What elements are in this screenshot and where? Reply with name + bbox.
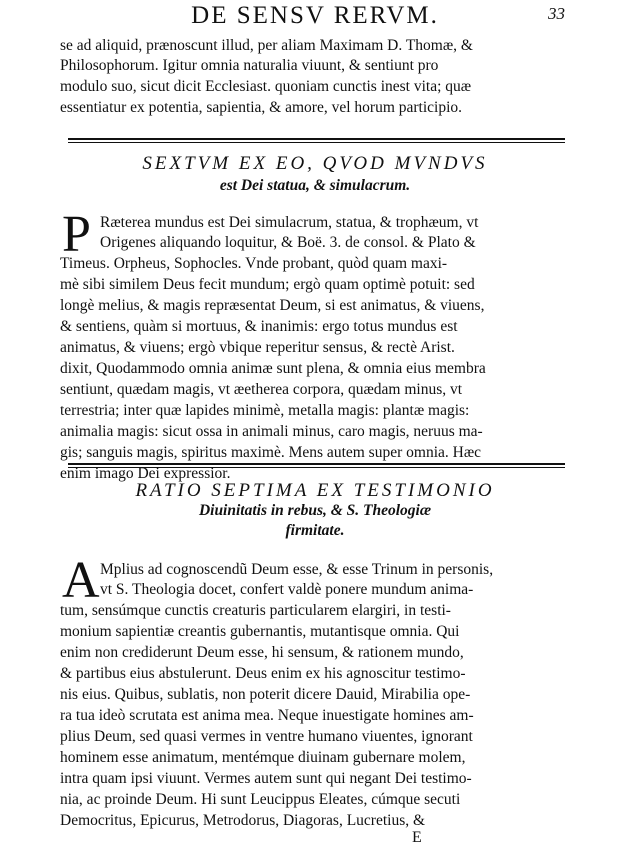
section-heading: RATIO SEPTIMA EX TESTIMONIO: [135, 480, 495, 501]
body-line: & partibus eius abstulerunt. Deus enim ex his agnoscitur testimo-: [60, 665, 466, 682]
catchword: E: [412, 829, 422, 846]
body-line: Democritus, Epicurus, Metrodorus, Diagoras, Lucretius, &: [60, 812, 426, 829]
section-subheading: Diuinitatis in rebus, & S. Theologiæ: [198, 502, 432, 519]
drop-capital: A: [62, 552, 100, 609]
body-line: Mplius ad cognoscendũ Deum esse, & esse Trinum in personis,: [100, 561, 494, 578]
body-line: vt S. Theologia docet, confert valdè ponere mundum anima-: [100, 581, 474, 598]
body-line: gis; sanguis magis, spiritus maximè. Mens autem super omnia. Hæc: [60, 444, 482, 461]
running-head: DE SENSV RERVM.: [191, 2, 439, 29]
body-line: & sentiens, quàm si mortuus, & inanimis: ergo totus mundus est: [60, 318, 458, 335]
body-line: Ræterea mundus est Dei simulacrum, statua, & trophæum, vt: [100, 214, 479, 231]
body-line: tum, sensúmque cunctis creaturis particularem elargiri, in testi-: [60, 602, 451, 619]
section-subheading: est Dei statua, & simulacrum.: [219, 177, 411, 194]
section-subheading: firmitate.: [285, 522, 345, 539]
body-line: essentiatur ex potentia, sapientia, & amore, vel horum participio.: [60, 99, 463, 116]
body-line: Origenes aliquando loquitur, & Boë. 3. de consol. & Plato &: [100, 234, 476, 251]
body-line: animatus, & viuens; ergò vbique reperitur sensus, & rectè Arist.: [60, 339, 455, 356]
body-line: ra tua ideò scrutata est anima mea. Neque inuestigate homines am-: [60, 707, 474, 724]
body-line: mè sibi similem Deus fecit mundum; ergò quam optimè potuit: sed: [60, 276, 475, 293]
section-divider: [68, 463, 565, 465]
body-line: terrestria; inter quæ lapides minimè, metalla magis: plantæ magis:: [60, 402, 470, 419]
section-divider: [68, 138, 565, 140]
drop-capital: P: [62, 206, 91, 263]
section-heading: SEXTVM EX EO, QVOD MVNDVS: [142, 153, 488, 174]
body-line: modulo suo, sicut dicit Ecclesiast. quoniam cunctis inest vita; quæ: [60, 78, 472, 95]
body-line: sentiunt, quædam magis, vt æetherea corpora, quædam minus, vt: [60, 381, 463, 398]
body-line: se ad aliquid, prænoscunt illud, per aliam Maximam D. Thomæ, &: [60, 37, 473, 54]
body-line: animalia magis: sicut ossa in animali minus, caro magis, neruus ma-: [60, 423, 483, 440]
body-line: plius Deum, sed quasi vermes in ventre humano viuentes, ignorant: [60, 728, 473, 745]
body-line: hominem esse animatum, mentémque diuinam gubernare molem,: [60, 749, 466, 766]
body-line: intra quam ipsi viuunt. Vermes autem sunt qui negant Dei testimo-: [60, 770, 472, 787]
body-line: longè melius, & magis repræsentat Deum, si est animatus, & viuens,: [60, 297, 485, 314]
body-line: dixit, Quodammodo omnia animæ sunt plena, & omnia eius membra: [60, 360, 486, 377]
body-line: nia, ac proinde Deum. Hi sunt Leucippus Eleates, cúmque secuti: [60, 791, 461, 808]
body-line: Philosophorum. Igitur omnia naturalia viuunt, & sentiunt pro: [60, 57, 439, 74]
body-line: Timeus. Orpheus, Sophocles. Vnde probant, quòd quam maxi-: [60, 255, 448, 272]
page-number: 33: [548, 4, 565, 23]
body-line: enim non crediderunt Deum esse, hi sensum, & rationem mundo,: [60, 644, 464, 661]
body-line: nis eius. Quibus, sublatis, non poterit dicere Dauid, Mirabilia ope-: [60, 686, 471, 703]
body-line: monium sapientiæ creantis gubernantis, mutantisque omnia. Qui: [60, 623, 460, 640]
body-line: enim imago Dei expressior.: [60, 465, 231, 482]
